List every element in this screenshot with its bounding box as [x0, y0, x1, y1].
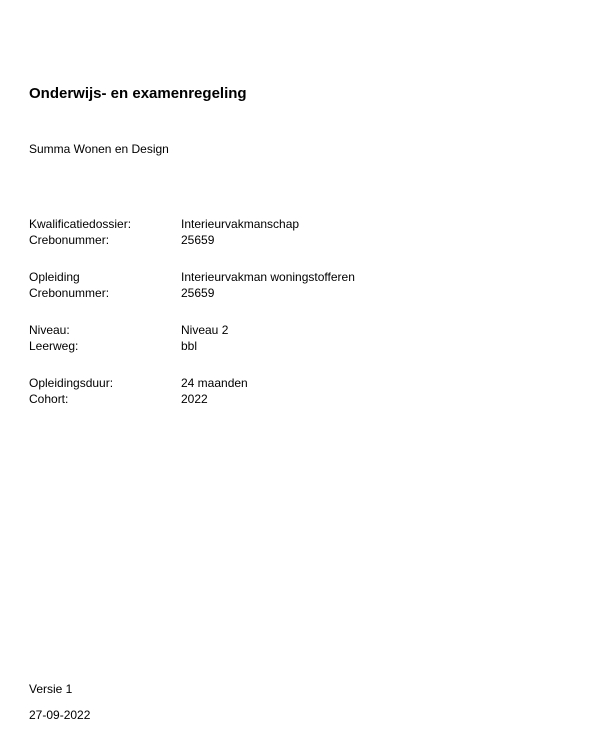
opleidingsduur-value: 24 maanden — [181, 376, 248, 390]
info-row — [29, 232, 449, 248]
info-group-duration — [29, 375, 449, 407]
info-row — [29, 375, 449, 391]
document-title: Onderwijs- en examenregeling — [29, 85, 247, 102]
niveau-value: Niveau 2 — [181, 323, 229, 337]
info-row — [29, 322, 449, 338]
crebonummer-label: Crebonummer: — [29, 233, 110, 247]
info-group-qualification — [29, 216, 449, 248]
info-row — [29, 216, 449, 232]
info-row — [29, 391, 449, 407]
info-group-program — [29, 269, 449, 301]
crebonummer-value: 25659 — [181, 286, 215, 300]
opleidingsduur-label: Opleidingsduur: — [29, 376, 114, 390]
school-name: Summa Wonen en Design — [29, 142, 169, 156]
leerweg-value: bbl — [181, 339, 198, 353]
kwalificatiedossier-value: Interieurvakmanschap — [181, 217, 300, 231]
niveau-label: Niveau: — [29, 323, 70, 337]
opleiding-label: Opleiding — [29, 270, 80, 284]
crebonummer-label: Crebonummer: — [29, 286, 110, 300]
version-text: Versie 1 — [29, 682, 73, 696]
date-text: 27-09-2022 — [29, 708, 91, 722]
crebonummer-value: 25659 — [181, 233, 215, 247]
info-group-level — [29, 322, 449, 354]
info-row — [29, 269, 449, 285]
cohort-value: 2022 — [181, 392, 208, 406]
kwalificatiedossier-label: Kwalificatiedossier: — [29, 217, 132, 231]
info-row — [29, 285, 449, 301]
opleiding-value: Interieurvakman woningstofferen — [181, 270, 355, 284]
cohort-label: Cohort: — [29, 392, 69, 406]
leerweg-label: Leerweg: — [29, 339, 79, 353]
info-row — [29, 338, 449, 354]
